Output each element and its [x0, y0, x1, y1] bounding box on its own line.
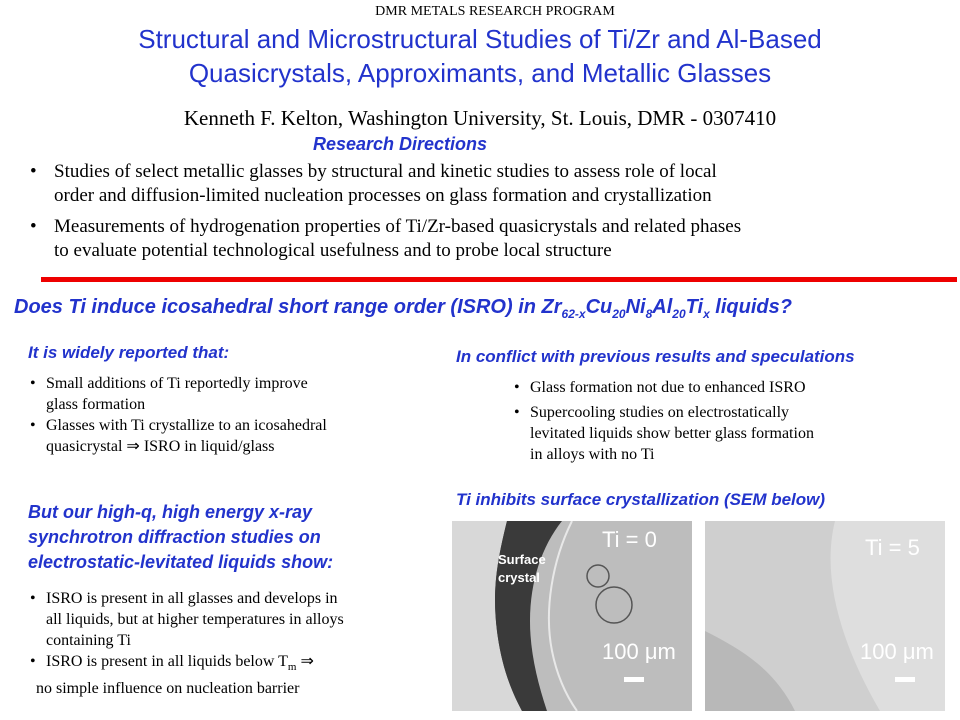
- item-text-line-1: Glass formation not due to enhanced ISRO: [530, 379, 806, 396]
- text-prefix: ISRO is present in all liquids below T: [46, 653, 288, 670]
- item-text-line-2: glass formation: [46, 396, 146, 413]
- item-text-line-1: Measurements of hydrogenation properties of Ti/Zr-based quasicrystals and related phases: [54, 216, 742, 237]
- ti-symbol: Ti: [685, 296, 704, 318]
- caption-line-1: Surface: [498, 552, 546, 567]
- sem-image-ti-0: [452, 521, 692, 711]
- title-line-2: Quasicrystals, Approximants, and Metallic Glasses: [188, 58, 772, 88]
- item-text-line-1: Supercooling studies on electrostatically: [530, 404, 790, 421]
- list-item: [512, 402, 932, 465]
- question-prefix: Does Ti induce icosahedral short range order (ISRO) in Zr: [14, 296, 562, 318]
- item-text-line-2: no simple influence on nucleation barrier: [36, 680, 300, 698]
- al-symbol: Al: [652, 296, 673, 318]
- reported-list: [28, 373, 448, 457]
- list-item: [28, 588, 448, 651]
- bullet: •: [30, 161, 37, 182]
- item-text-line-3: in alloys with no Ti: [530, 446, 655, 463]
- right-heading-sem: Ti inhibits surface crystallization (SEM below): [456, 490, 826, 509]
- cu-subscript: 20: [612, 307, 626, 321]
- list-item: [28, 215, 948, 263]
- findings-list: [28, 588, 448, 699]
- conflict-list: [512, 377, 932, 465]
- melting-subscript: m: [287, 661, 297, 674]
- item-text-line-2: to evaluate potential technological usefulness and to probe local structure: [54, 240, 612, 261]
- heading-line-3: electrostatic-levitated liquids show:: [28, 552, 334, 572]
- sem-image-ti-5: [705, 521, 945, 711]
- cu-symbol: Cu: [585, 296, 613, 318]
- ni-symbol: Ni: [625, 296, 646, 318]
- sem-label-ti-0: Ti = 0: [602, 527, 657, 552]
- right-heading-conflict: In conflict with previous results and speculations: [456, 347, 855, 366]
- page-title: [0, 22, 960, 90]
- bullet: •: [30, 216, 37, 237]
- implies-arrow: ⇒: [300, 653, 314, 670]
- zr-subscript: 62-x: [561, 307, 586, 321]
- list-item: [28, 415, 448, 457]
- item-text-line-2: all liquids, but at higher temperatures in alloys: [46, 611, 344, 628]
- key-question: [14, 296, 960, 321]
- bullet: •: [30, 653, 36, 670]
- bullet: •: [30, 375, 36, 392]
- research-directions-heading: Research Directions: [312, 134, 488, 154]
- list-item: [28, 160, 948, 208]
- item-text-line-1: ISRO is present in all glasses and develops in: [46, 590, 338, 607]
- bullet: •: [30, 417, 36, 434]
- heading-line-2: synchrotron diffraction studies on: [28, 527, 321, 547]
- bullet: •: [514, 379, 520, 396]
- bullet: •: [514, 404, 520, 421]
- item-text-line-2: levitated liquids show better glass formation: [530, 425, 814, 442]
- caption-line-2: crystal: [498, 570, 540, 585]
- item-text-line-2: order and diffusion-limited nucleation processes on glass formation and crystallization: [54, 185, 712, 206]
- scale-bar-label: 100 μm: [602, 639, 676, 664]
- bullet: •: [30, 590, 36, 607]
- item-text-line-1: Glasses with Ti crystallize to an icosahedral: [46, 417, 327, 434]
- red-divider: [41, 277, 957, 282]
- left-heading-reported: It is widely reported that:: [28, 343, 230, 362]
- program-label: DMR METALS RESEARCH PROGRAM: [375, 4, 615, 19]
- author-line: Kenneth F. Kelton, Washington University, St. Louis, DMR - 0307410: [183, 106, 777, 130]
- sem-label-ti-5: Ti = 5: [865, 535, 920, 560]
- research-directions-list: [28, 160, 948, 270]
- title-line-1: Structural and Microstructural Studies of Ti/Zr and Al-Based: [138, 24, 822, 54]
- question-suffix: liquids?: [709, 296, 792, 318]
- surface-crystal-caption: [498, 551, 546, 587]
- item-text-line-1: [46, 651, 448, 678]
- left-heading-our-studies: [28, 500, 428, 575]
- item-text-line-1: Studies of select metallic glasses by structural and kinetic studies to assess role of local: [54, 161, 717, 182]
- ni-subscript: 8: [645, 307, 653, 321]
- list-item: [28, 373, 448, 415]
- item-text-line-1: Small additions of Ti reportedly improve: [46, 375, 308, 392]
- list-item: [512, 377, 932, 398]
- heading-line-1: But our high-q, high energy x-ray: [28, 502, 313, 522]
- list-item: [28, 651, 448, 699]
- ti-subscript: x: [703, 307, 710, 321]
- al-subscript: 20: [672, 307, 686, 321]
- item-text-line-2: quasicrystal ⇒ ISRO in liquid/glass: [46, 438, 275, 455]
- scale-bar-label: 100 μm: [860, 639, 934, 664]
- item-text-line-3: containing Ti: [46, 632, 131, 649]
